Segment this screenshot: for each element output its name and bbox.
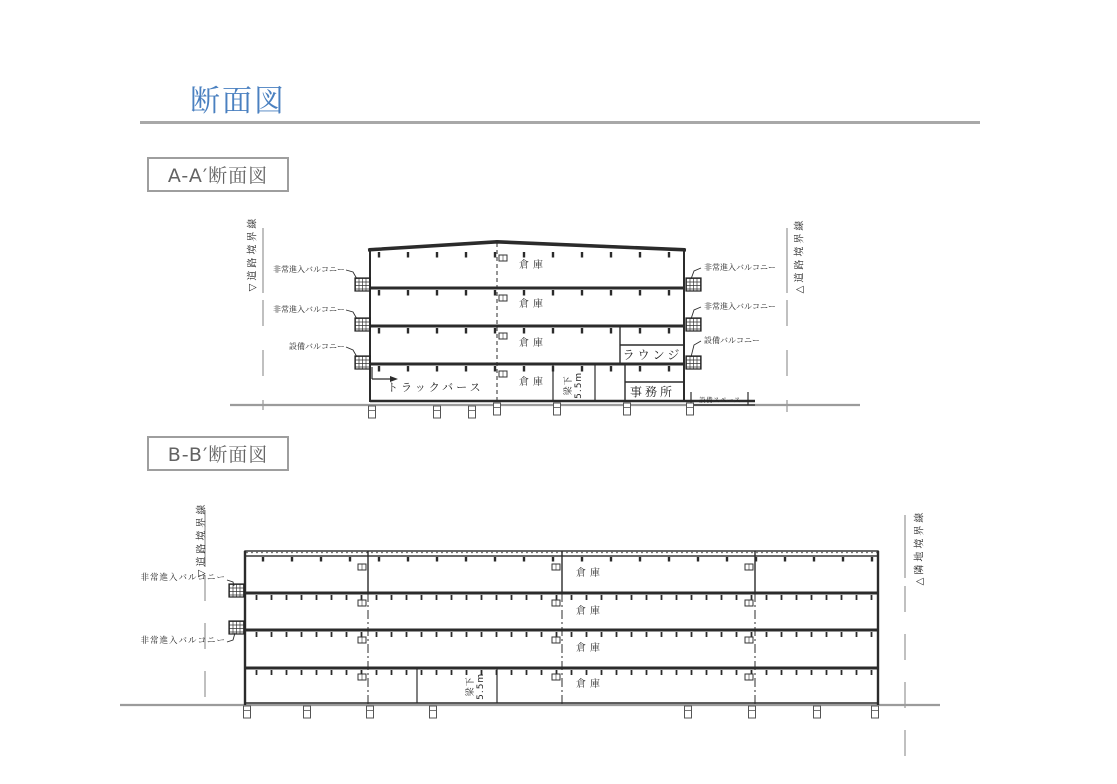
room-label-lounge: ラウンジ xyxy=(622,348,683,362)
balcony-label: 設備バルコニー xyxy=(289,342,345,351)
room-label-warehouse: 倉庫 xyxy=(576,679,604,690)
room-label-truck-berth: トラックバース xyxy=(387,381,484,394)
balcony-label: 非常進入バルコニー xyxy=(273,305,345,314)
balcony-label: 設備バルコニー xyxy=(704,336,760,345)
columns-b xyxy=(368,551,755,705)
balcony-label: 非常進入バルコニー xyxy=(140,636,226,646)
room-label-warehouse: 倉庫 xyxy=(519,338,547,349)
title-underline xyxy=(140,121,980,124)
beam-clearance-label-b: 梁下 5.5m xyxy=(466,672,487,700)
page-title: 断面図 xyxy=(190,84,286,119)
boundary-label-road-right-a: △道路境界線 xyxy=(794,217,806,293)
balcony-label: 非常進入バルコニー xyxy=(704,302,776,311)
balcony-label: 非常進入バルコニー xyxy=(140,573,226,583)
room-label-warehouse: 倉庫 xyxy=(576,643,604,654)
section-a-heading-label: A-A′断面図 xyxy=(167,165,269,187)
section-b-heading xyxy=(147,436,289,471)
room-label-warehouse: 倉庫 xyxy=(576,606,604,617)
room-label-warehouse: 倉庫 xyxy=(519,299,547,310)
section-a-heading xyxy=(147,157,289,192)
room-label-equipment-space: 設備スペース xyxy=(699,396,741,404)
balcony-label: 非常進入バルコニー xyxy=(273,265,345,274)
balcony-icons-b xyxy=(229,584,244,634)
section-a-linework xyxy=(230,228,860,418)
section-b-heading-label: B-B′断面図 xyxy=(167,444,269,466)
section-b-linework xyxy=(120,510,940,765)
beam-clearance-label-a: 梁下 5.5m xyxy=(564,371,585,399)
balcony-label: 非常進入バルコニー xyxy=(704,263,776,272)
boundary-label-road-left-b: ▽道路境界線 xyxy=(196,501,208,577)
room-label-warehouse: 倉庫 xyxy=(519,377,547,388)
room-label-warehouse: 倉庫 xyxy=(519,260,547,271)
door-symbols-b xyxy=(358,564,753,680)
footings-b xyxy=(244,706,879,718)
boundary-label-adjacent-right-b: △隣地境界線 xyxy=(914,509,926,586)
boundary-label-road-left-a: ▽道路境界線 xyxy=(247,215,259,291)
room-label-office: 事務所 xyxy=(629,385,675,399)
room-label-warehouse: 倉庫 xyxy=(576,568,604,579)
